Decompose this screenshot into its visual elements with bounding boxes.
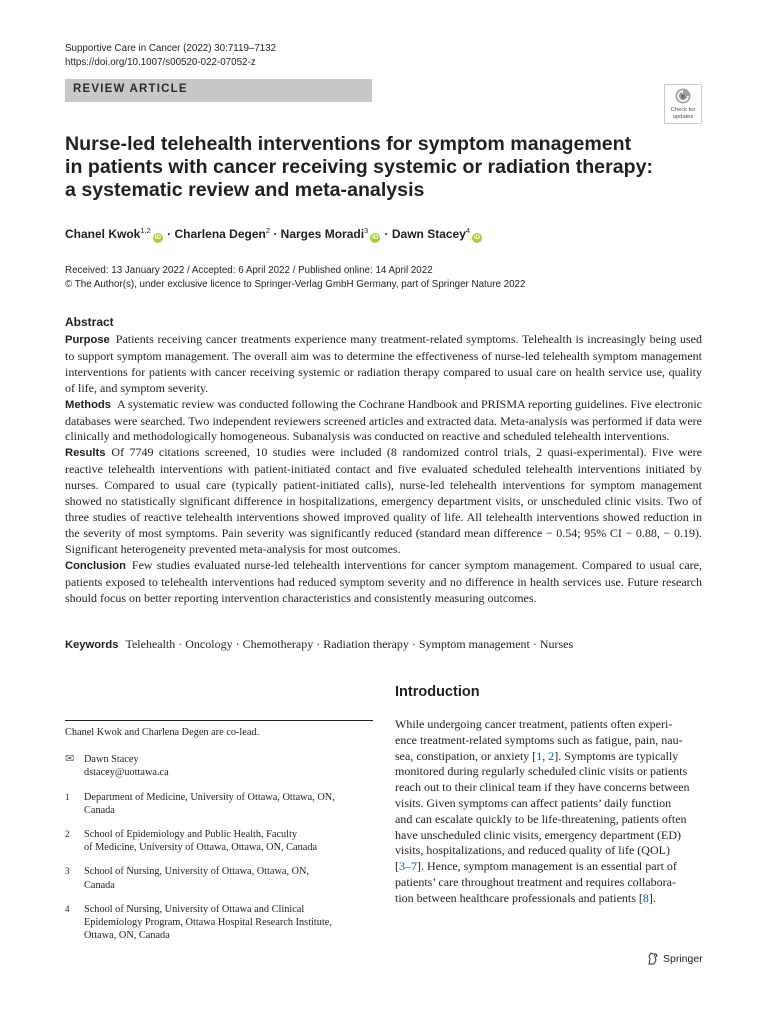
journal-citation: Supportive Care in Cancer (2022) 30:7119–7132	[65, 43, 277, 54]
keywords	[65, 637, 573, 653]
affiliation-item	[65, 903, 373, 943]
corresponding-author	[65, 753, 373, 779]
intro-line	[395, 859, 703, 875]
intro-text-run: visits. Given symptoms can affect patients’ daily function	[395, 795, 672, 810]
citation-link[interactable]: 2	[548, 748, 555, 763]
abstract	[65, 315, 702, 606]
affiliation-number: 4	[65, 903, 70, 914]
intro-text-run: ,	[542, 748, 549, 763]
keywords-text: Telehealth · Oncology · Chemotherapy · Radiation therapy · Symptom management · Nurses	[125, 637, 574, 651]
author-affiliation-sup: 1,2	[140, 226, 151, 235]
orcid-icon[interactable]: iD	[473, 234, 481, 241]
affiliation-line: School of Nursing, University of Ottawa, Ottawa, ON,	[84, 866, 310, 878]
intro-line	[395, 764, 703, 780]
intro-text-run: and can escalate quickly to be life-threatening, patients often	[395, 811, 687, 826]
abstract-section-label: Results	[65, 447, 106, 460]
intro-line	[395, 796, 703, 812]
abstract-section-text: Patients receiving cancer treatments experience many treatment-related symptoms. Telehealth is increasingly being used to support symptom management. The overall aim was to determine the effectiveness of nurse-led telehealth symptom management interventions for patients with cancer receiving systemic or radiation therapy compared to usual care on health service use, quality of life, and symptom severity.	[65, 332, 702, 395]
co-lead-note: Chanel Kwok and Charlena Degen are co-lead.	[65, 727, 260, 738]
affiliation-line: Epidemiology Program, Ottawa Hospital Research Institute,	[84, 917, 332, 929]
footnote-divider	[65, 720, 373, 721]
abstract-section-label: Methods	[65, 398, 111, 411]
intro-text-run: ]. Symptoms are typically	[554, 748, 679, 763]
affiliation-line: Canada	[84, 879, 115, 891]
check-for-updates-badge[interactable]	[664, 84, 702, 124]
copyright-line: © The Author(s), under exclusive licence to Springer-Verlag GmbH Germany, part of Springer Nature 2022	[65, 279, 526, 290]
intro-text-run: tion between healthcare professionals and patients [	[395, 890, 643, 905]
abstract-section-label: Conclusion	[65, 559, 126, 572]
journal-header	[65, 42, 276, 70]
orcid-icon[interactable]: iD	[371, 234, 379, 241]
intro-text-run: visits, hospitalizations, and reduced quality of life (QOL)	[395, 843, 670, 858]
publisher-name: Springer	[663, 952, 703, 965]
author-affiliation-sup: 4	[465, 226, 471, 235]
abstract-results	[65, 445, 702, 557]
affiliation-item	[65, 828, 373, 854]
intro-text-run: ence treatment-related symptoms such as fatigue, pain, nau-	[395, 732, 683, 747]
author-name[interactable]: Chanel Kwok	[65, 227, 141, 241]
check-for-updates-icon	[675, 88, 691, 104]
intro-text-run: have unscheduled clinic visits, emergency department (ED)	[395, 827, 682, 842]
citation-link[interactable]: 3–7	[399, 859, 417, 874]
intro-line	[395, 717, 703, 733]
keywords-label: Keywords	[65, 639, 119, 651]
intro-text-run: patients’ care throughout treatment and requires collabora-	[395, 874, 676, 889]
introduction-text	[395, 717, 703, 907]
article-title	[65, 133, 653, 202]
author-name[interactable]: Dawn Stacey	[391, 227, 466, 241]
intro-line	[395, 733, 703, 749]
dates-line: Received: 13 January 2022 / Accepted: 6 April 2022 / Published online: 14 April 2022	[65, 265, 433, 276]
affiliation-item	[65, 865, 373, 891]
article-type-bar	[65, 79, 372, 102]
abstract-section-text: A systematic review was conducted following the Cochrane Handbook and PRISMA reporting guidelines. Five electronic databases were searched. Two independent reviewers screened articles and extracted data. Meta-analysis was performed if data were clinically and methodologically homogeneous. Subanalysis was conducted on reactive and scheduled telehealth interventions.	[65, 396, 702, 444]
affiliation-number: 2	[65, 829, 70, 840]
affiliation-line: of Medicine, University of Ottawa, Ottawa, ON, Canada	[84, 842, 318, 854]
affiliation-line: Department of Medicine, University of Ottawa, Ottawa, ON,	[84, 791, 335, 803]
check-for-updates-text	[665, 107, 701, 120]
corresponding-author-email[interactable]: dstacey@uottawa.ca	[84, 767, 169, 779]
abstract-heading: Abstract	[65, 315, 114, 329]
title-line: Nurse-led telehealth interventions for symptom management	[65, 133, 632, 155]
affiliation-line: Ottawa, ON, Canada	[84, 930, 170, 942]
intro-line	[395, 749, 703, 765]
intro-line	[395, 812, 703, 828]
abstract-section-label: Purpose	[65, 334, 110, 346]
intro-text-run: While undergoing cancer treatment, patients often experi-	[395, 717, 673, 731]
title-line: a systematic review and meta-analysis	[65, 179, 425, 201]
doi-link[interactable]: https://doi.org/10.1007/s00520-022-07052-z	[65, 57, 256, 68]
affiliation-line: School of Nursing, University of Ottawa and Clinical	[84, 903, 305, 915]
intro-line	[395, 780, 703, 796]
publication-dates	[65, 264, 525, 292]
check-badge-line2: updates	[672, 113, 694, 120]
orcid-icon[interactable]: iD	[154, 234, 162, 241]
intro-text-run: monitored during regularly scheduled clinic visits or patients	[395, 764, 688, 779]
envelope-icon: ✉	[65, 753, 75, 766]
intro-line	[395, 828, 703, 844]
abstract-section-text: Of 7749 citations screened, 10 studies were included (8 randomized control trials, 2 quasi-experimental). Five were reactive telehealth interventions with patient-initiated contact and five evaluated scheduled telehealth interventions initiated by nurses. Compared to usual care (typically patient-initiated calls), nurse-led telehealth interventions for symptom management showed no statistically significant difference in hospitalizations, emergency department visits, or unscheduled clinic visits. Two of three studies of reactive telehealth interventions showed improved quality of life. All telehealth interventions showed reduction in the severity of most symptoms. Pain severity was significantly reduced (standard mean difference − 0.54; 95% CI − 0.88, − 0.19). Significant heterogeneity prevented meta-analysis for most outcomes.	[65, 445, 702, 556]
citation-link[interactable]: 1	[536, 748, 543, 763]
footnotes	[65, 726, 373, 953]
author-affiliation-sup: 3	[364, 226, 369, 235]
abstract-conclusion	[65, 558, 702, 607]
intro-line	[395, 891, 703, 907]
affiliation-line: School of Epidemiology and Public Health, Faculty	[84, 829, 298, 841]
corresponding-author-name: Dawn Stacey	[84, 754, 139, 766]
intro-text-run: [	[395, 859, 399, 874]
abstract-section-text: Few studies evaluated nurse-led telehealth interventions for cancer symptom management. Compared to usual care, patients exposed to telehealth interventions had reduced symptom severity and no difference in health services use. Future research should focus on better reporting intervention characteristics and consistently measuring outcomes.	[65, 557, 702, 605]
affiliation-line: Canada	[84, 804, 115, 816]
author-separator: ·	[270, 227, 281, 241]
title-line: in patients with cancer receiving systemic or radiation therapy:	[65, 156, 653, 178]
intro-text-run: ]. Hence, symptom management is an essential part of	[417, 859, 677, 874]
author-list	[65, 226, 483, 243]
affiliation-list	[65, 791, 373, 943]
author-separator: ·	[163, 227, 175, 241]
intro-text-run: reach out to their clinical team if they have concerns between	[395, 780, 690, 795]
intro-text-run: sea, constipation, or anxiety [	[395, 748, 537, 763]
author-name[interactable]: Narges Moradi	[280, 227, 365, 241]
abstract-purpose	[65, 332, 702, 397]
intro-line	[395, 843, 703, 859]
article-type-label: REVIEW ARTICLE	[73, 83, 188, 95]
intro-text-run: ].	[648, 890, 656, 905]
affiliation-number: 3	[65, 866, 70, 877]
citation-link[interactable]: 8	[642, 890, 649, 905]
introduction-heading: Introduction	[395, 684, 480, 700]
author-name[interactable]: Charlena Degen	[174, 227, 266, 241]
author-affiliation-sup: 2	[265, 226, 270, 235]
author-separator: ·	[381, 227, 392, 241]
affiliation-item	[65, 791, 373, 817]
intro-line	[395, 875, 703, 891]
publisher-mark	[647, 952, 703, 965]
affiliation-number: 1	[65, 791, 70, 802]
abstract-methods	[65, 397, 702, 446]
check-badge-line1: Check for	[670, 107, 696, 113]
springer-horse-icon	[647, 952, 659, 965]
